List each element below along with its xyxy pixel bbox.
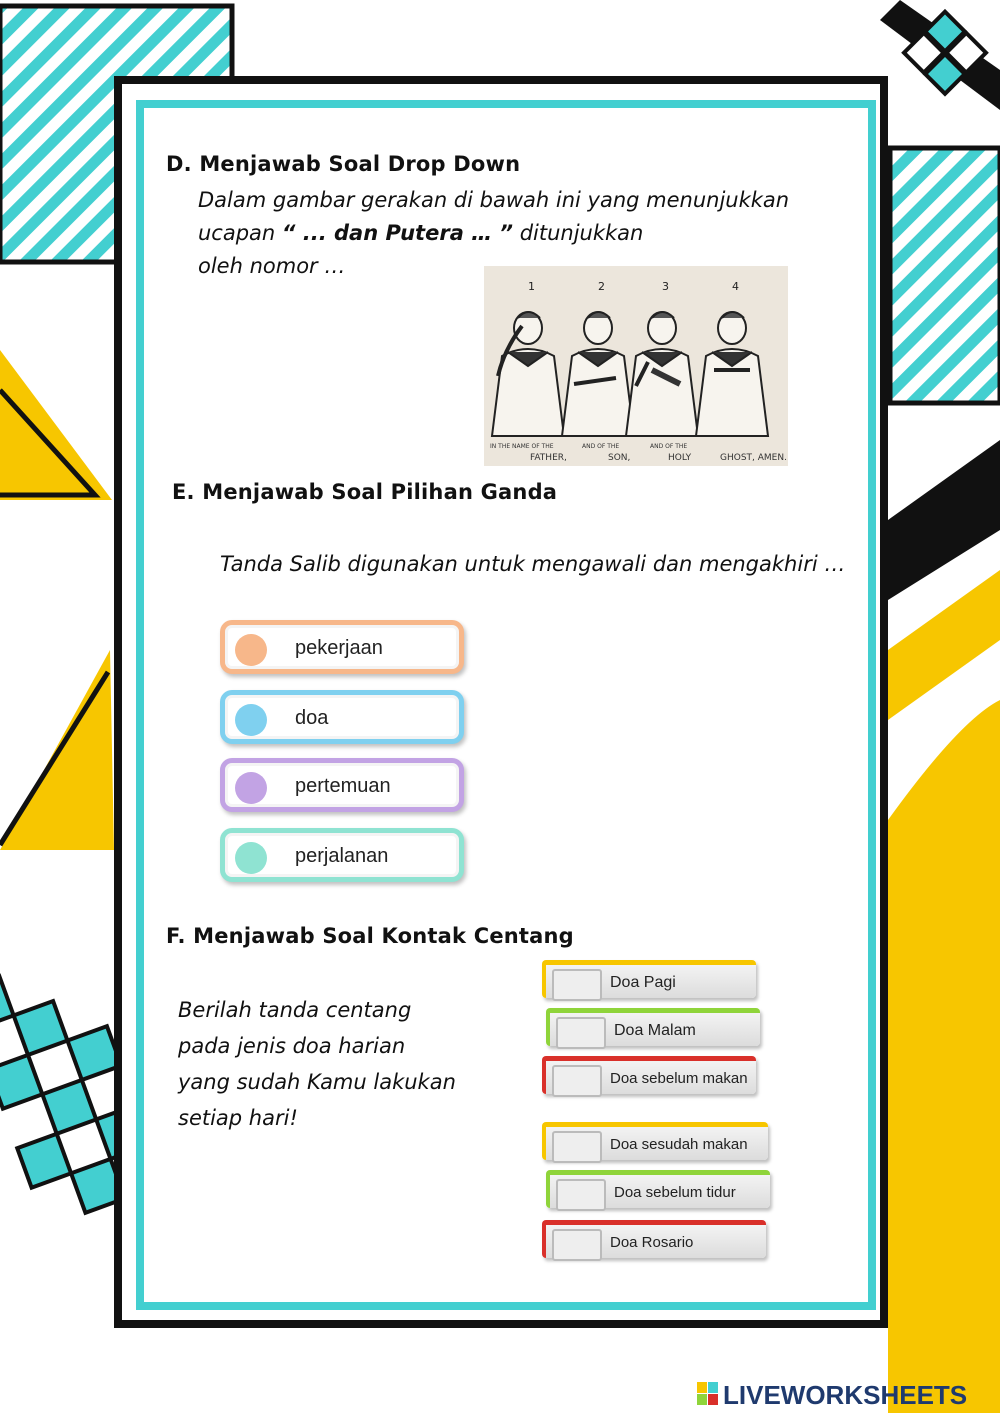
liveworksheets-logo-text: LIVEWORKSHEETS (723, 1380, 968, 1410)
figure-number: 1 (528, 280, 535, 293)
checkbox-label: Doa Rosario (610, 1234, 694, 1251)
figure-caption-small: AND OF THE (582, 443, 620, 450)
checkbox-doa-sesudah-makan[interactable] (542, 1122, 768, 1160)
section-e-title: E. Menjawab Soal Pilihan Ganda (172, 480, 558, 504)
option-label: perjalanan (295, 845, 389, 867)
figure-caption: SON, (608, 453, 631, 463)
radio-dot[interactable] (235, 842, 267, 874)
liveworksheets-logo[interactable] (697, 1378, 997, 1410)
radio-dot[interactable] (235, 704, 267, 736)
checkbox-doa-pagi[interactable] (542, 960, 756, 998)
checkbox-square[interactable] (552, 969, 602, 1001)
checkbox-doa-sebelum-makan[interactable] (542, 1056, 756, 1094)
sign-of-cross-illustration (484, 266, 788, 466)
option-pekerjaan[interactable] (220, 620, 464, 674)
figure-caption-small: AND OF THE (650, 443, 688, 450)
checkbox-doa-sebelum-tidur[interactable] (546, 1170, 770, 1208)
checkbox-label: Doa sesudah makan (610, 1136, 748, 1153)
instruction-line: pada jenis doa harian (178, 1034, 406, 1058)
option-label: pekerjaan (295, 637, 383, 659)
section-f-instruction (178, 992, 456, 1136)
option-label: doa (295, 707, 329, 729)
figure-caption-small: IN THE NAME OF THE (490, 443, 554, 450)
checkbox-label: Doa sebelum makan (610, 1070, 748, 1087)
checkbox-square[interactable] (556, 1017, 606, 1049)
section-f-title: F. Menjawab Soal Kontak Centang (166, 924, 574, 948)
figure-caption: FATHER, (530, 453, 567, 463)
section-d-quote: “ ... dan Putera … ” (281, 221, 514, 245)
instruction-line: Berilah tanda centang (178, 998, 412, 1022)
figure-number: 3 (662, 280, 669, 293)
section-d-line-1: Dalam gambar gerakan di bawah ini yang menunjukkan (198, 188, 790, 212)
section-d-line-3: oleh nomor … (198, 254, 346, 278)
checkbox-square[interactable] (552, 1229, 602, 1261)
instruction-line: yang sudah Kamu lakukan (178, 1070, 456, 1094)
option-perjalanan[interactable] (220, 828, 464, 882)
figure-number: 2 (598, 280, 605, 293)
section-d-title: D. Menjawab Soal Drop Down (166, 152, 521, 176)
checkbox-doa-rosario[interactable] (542, 1220, 766, 1258)
checkbox-square[interactable] (552, 1131, 602, 1163)
checkbox-label: Doa sebelum tidur (614, 1184, 736, 1201)
checkbox-square[interactable] (556, 1179, 606, 1211)
section-d-line-2: ucapan “ ... dan Putera … ” ditunjukkan (198, 221, 644, 245)
option-pertemuan[interactable] (220, 758, 464, 812)
liveworksheets-logo-icon (697, 1382, 719, 1406)
figure-caption: HOLY (668, 453, 692, 463)
option-doa[interactable] (220, 690, 464, 744)
altar-boys-figure (484, 266, 788, 466)
checkbox-label: Doa Malam (614, 1022, 696, 1039)
checkbox-label: Doa Pagi (610, 974, 676, 991)
instruction-line: setiap hari! (178, 1106, 298, 1130)
option-label: pertemuan (295, 775, 391, 797)
figure-caption: GHOST, AMEN. (720, 453, 787, 463)
checkbox-square[interactable] (552, 1065, 602, 1097)
radio-dot[interactable] (235, 772, 267, 804)
checkbox-doa-malam[interactable] (546, 1008, 760, 1046)
section-e-question: Tanda Salib digunakan untuk mengawali dan mengakhiri … (220, 552, 846, 576)
radio-dot[interactable] (235, 634, 267, 666)
figure-number: 4 (732, 280, 739, 293)
